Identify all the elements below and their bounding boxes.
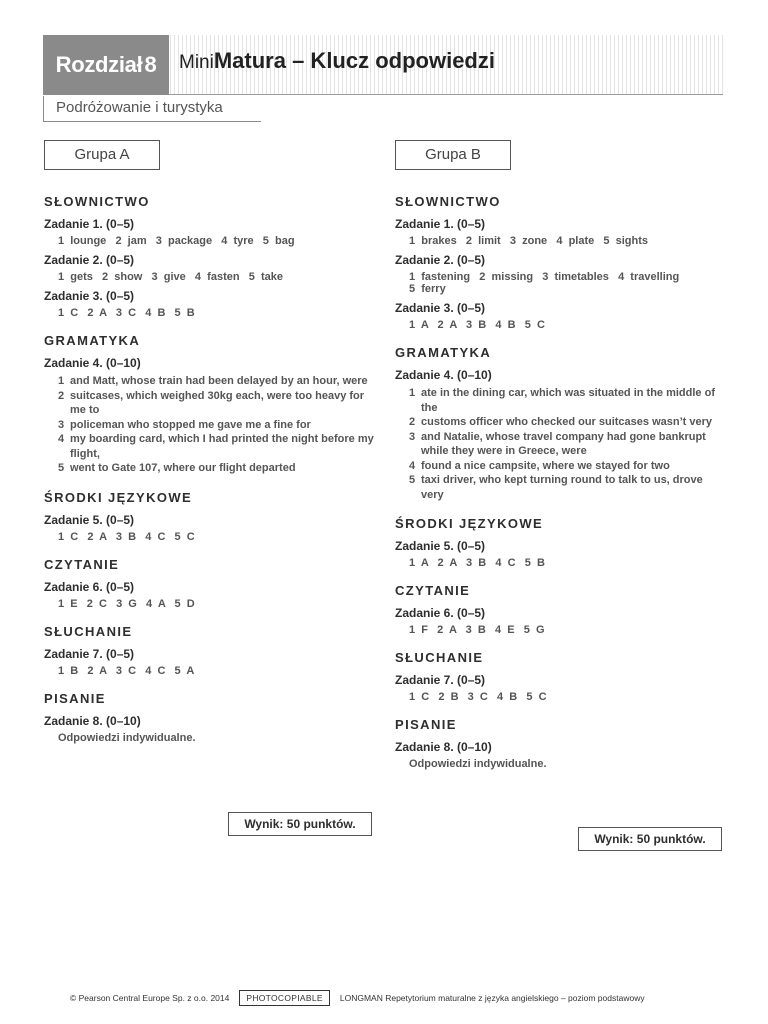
task-answer: 1 brakes 2 limit 3 zone 4 plate 5 sights bbox=[409, 235, 649, 247]
task-title: Zadanie 1. (0–5) bbox=[44, 217, 135, 231]
section-title: SŁUCHANIE bbox=[44, 623, 133, 639]
group-b-label: Grupa B bbox=[395, 140, 511, 170]
chapter-badge bbox=[43, 35, 169, 95]
page-footer bbox=[70, 990, 645, 1006]
list-item: 2 customs officer who checked our suitcases wasn’t very bbox=[409, 416, 712, 428]
task-answer: 1 lounge 2 jam 3 package 4 tyre 5 bag bbox=[58, 235, 295, 247]
task-title: Zadanie 2. (0–5) bbox=[44, 253, 135, 267]
task-answer: 1 C 2 B 3 C 4 B 5 C bbox=[409, 691, 547, 703]
chapter-number: 8 bbox=[144, 52, 157, 77]
list-item: 5 went to Gate 107, where our flight departed bbox=[58, 462, 296, 474]
task-title: Zadanie 2. (0–5) bbox=[395, 253, 486, 267]
section-title: SŁUCHANIE bbox=[395, 650, 484, 665]
task-title: Zadanie 8. (0–10) bbox=[44, 713, 141, 728]
task-title: Zadanie 4. (0–10) bbox=[44, 356, 141, 370]
list-item: 2 suitcases, which weighed 30kg each, were too heavy for me to bbox=[58, 389, 365, 416]
task-title: Zadanie 6. (0–5) bbox=[44, 579, 135, 594]
task-title: Zadanie 7. (0–5) bbox=[44, 646, 135, 661]
task-answer: Odpowiedzi indywidualne. bbox=[409, 758, 547, 770]
section-title: PISANIE bbox=[395, 717, 457, 732]
section-title: GRAMATYKA bbox=[44, 333, 141, 348]
score-box-a: Wynik: 50 punktów. bbox=[228, 812, 372, 836]
chapter-label: Rozdział bbox=[55, 52, 143, 77]
group-a-label: Grupa A bbox=[44, 140, 160, 170]
list-item: 5 taxi driver, who kept turning round to talk to us, drove very bbox=[409, 474, 703, 501]
group-a-column bbox=[44, 186, 374, 747]
task-answer: 1 B 2 A 3 C 4 C 5 A bbox=[58, 664, 195, 677]
answer-list bbox=[395, 386, 725, 502]
list-item: 4 my boarding card, which I had printed the night before my flight, bbox=[58, 433, 374, 460]
book-title: LONGMAN Repetytorium maturalne z języka angielskiego – poziom podstawowy bbox=[339, 993, 645, 1003]
section-title: SŁOWNICTWO bbox=[395, 194, 501, 209]
list-item: 3 and Natalie, whose travel company had gone bankrupt while they were in Greece, were bbox=[409, 430, 706, 457]
section-title: CZYTANIE bbox=[44, 556, 120, 572]
task-answer: 1 A 2 A 3 B 4 B 5 C bbox=[409, 319, 545, 331]
list-item: 4 found a nice campsite, where we stayed for two bbox=[409, 459, 670, 472]
task-title: Zadanie 7. (0–5) bbox=[395, 673, 486, 687]
task-answer-continued: 5 ferry bbox=[409, 283, 446, 295]
page-title-prefix: Mini bbox=[179, 52, 214, 73]
task-answer: 1 C 2 A 3 B 4 C 5 C bbox=[58, 530, 195, 543]
task-title: Zadanie 5. (0–5) bbox=[44, 512, 135, 527]
chapter-subtitle: Podróżowanie i turystyka bbox=[43, 96, 261, 122]
page-title bbox=[179, 48, 495, 74]
task-title: Zadanie 1. (0–5) bbox=[395, 217, 486, 231]
copyright-text: © Pearson Central Europe Sp. z o.o. 2014 bbox=[70, 993, 230, 1003]
task-answer: 1 A 2 A 3 B 4 C 5 B bbox=[409, 557, 545, 569]
task-answer: Odpowiedzi indywidualne. bbox=[58, 731, 196, 744]
task-answer: 1 F 2 A 3 B 4 E 5 G bbox=[409, 624, 545, 636]
group-b-column bbox=[395, 186, 725, 773]
task-answer: 1 E 2 C 3 G 4 A 5 D bbox=[58, 597, 195, 610]
task-answer: 1 fastening 2 missing 3 timetables 4 travelling bbox=[409, 271, 680, 283]
task-answer: 1 C 2 A 3 C 4 B 5 B bbox=[58, 307, 195, 319]
photocopiable-badge: PHOTOCOPIABLE bbox=[239, 990, 330, 1006]
section-title: ŚRODKI JĘZYKOWE bbox=[395, 516, 544, 531]
section-title: CZYTANIE bbox=[395, 583, 471, 598]
list-item: 1 ate in the dining car, which was situated in the middle of the bbox=[409, 387, 715, 414]
section-title: SŁOWNICTWO bbox=[44, 194, 150, 209]
task-answer: 1 gets 2 show 3 give 4 fasten 5 take bbox=[58, 271, 283, 283]
list-item: 3 policeman who stopped me gave me a fine for bbox=[58, 418, 311, 431]
section-title: ŚRODKI JĘZYKOWE bbox=[44, 489, 193, 505]
task-title: Zadanie 6. (0–5) bbox=[395, 606, 486, 620]
section-title: GRAMATYKA bbox=[395, 345, 492, 360]
answer-list bbox=[44, 374, 374, 476]
score-box-b: Wynik: 50 punktów. bbox=[578, 827, 722, 851]
task-title: Zadanie 3. (0–5) bbox=[395, 301, 486, 315]
task-title: Zadanie 4. (0–10) bbox=[395, 368, 492, 382]
list-item: 1 and Matt, whose train had been delayed by an hour, were bbox=[58, 375, 368, 387]
task-title: Zadanie 3. (0–5) bbox=[44, 289, 135, 303]
section-title: PISANIE bbox=[44, 690, 106, 706]
task-title: Zadanie 5. (0–5) bbox=[395, 539, 486, 553]
page-title-main: Matura – Klucz odpowiedzi bbox=[213, 48, 495, 73]
task-title: Zadanie 8. (0–10) bbox=[395, 740, 492, 754]
